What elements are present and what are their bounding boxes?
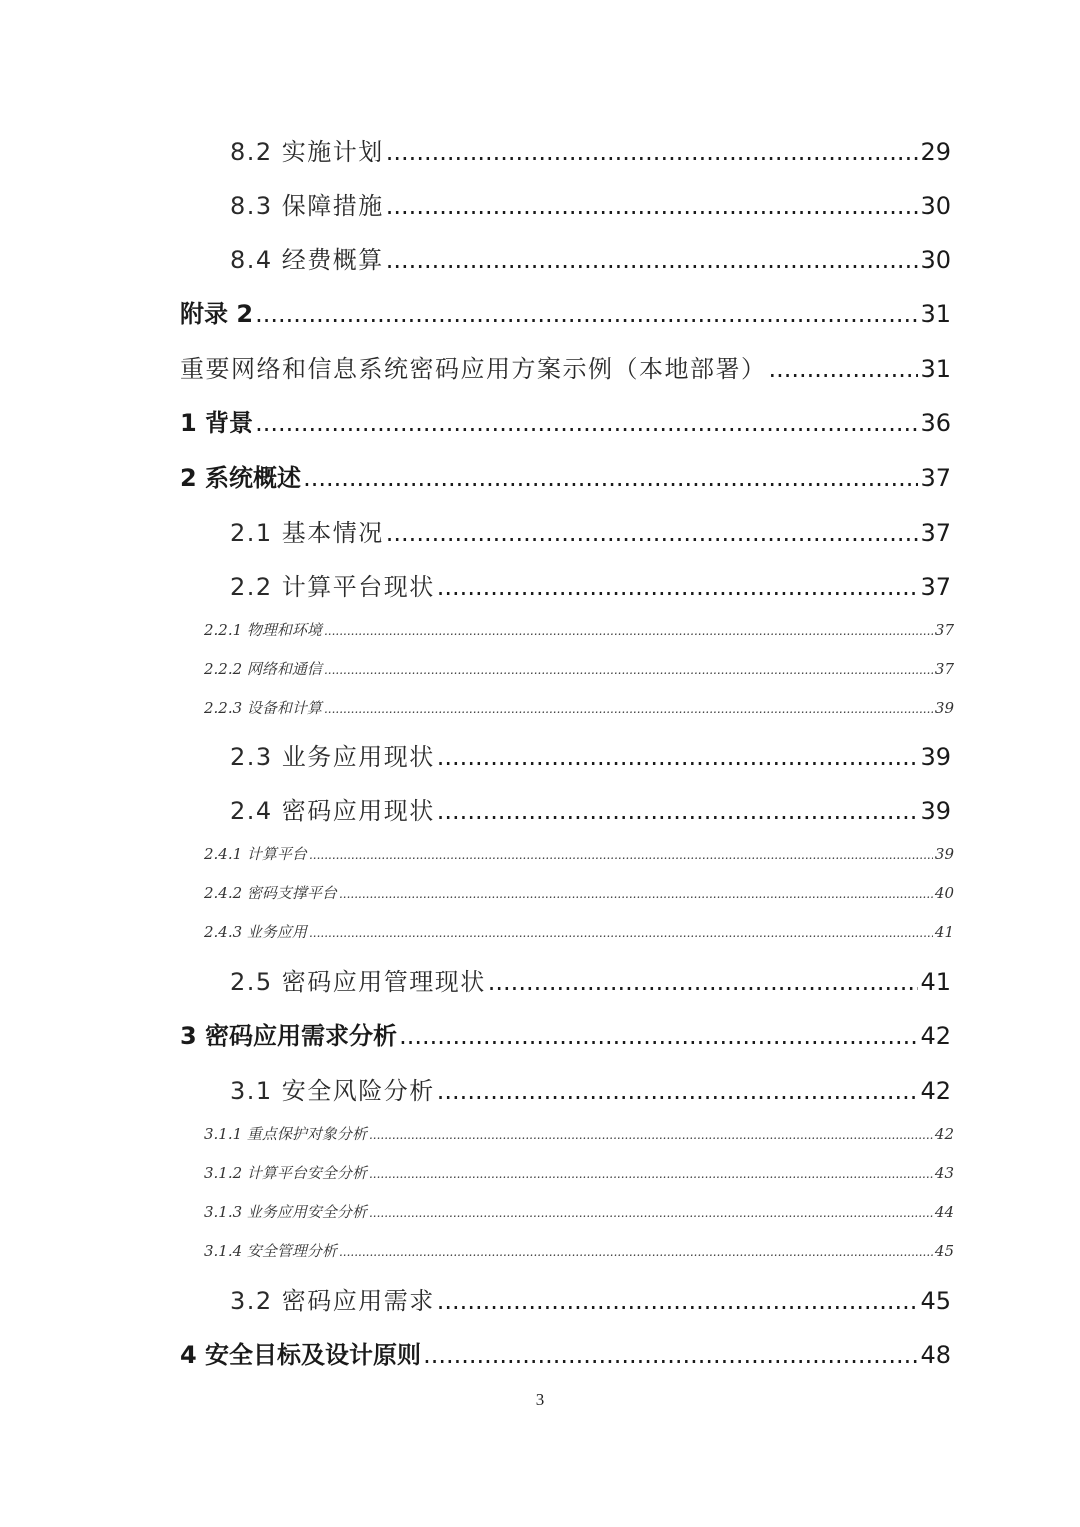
toc-entry-page-number: 42 — [920, 1077, 951, 1105]
dot-leader — [369, 1128, 933, 1142]
toc-entry-title: 3 密码应用需求分析 — [180, 1022, 398, 1050]
toc-entry-title: 8.3 保障措施 — [230, 192, 384, 220]
toc-entry-page-number: 44 — [934, 1203, 954, 1221]
toc-entry-title: 3.1.3 业务应用安全分析 — [204, 1203, 367, 1221]
toc-entry-page-number: 45 — [934, 1242, 954, 1260]
toc-entry-page-number: 39 — [920, 797, 951, 825]
dot-leader — [255, 409, 918, 437]
dot-leader — [437, 1287, 919, 1315]
toc-entry[interactable] — [204, 697, 954, 718]
toc-entry[interactable] — [180, 403, 951, 438]
dot-leader — [309, 848, 933, 862]
toc-entry[interactable] — [204, 843, 954, 864]
dot-leader — [437, 1077, 919, 1105]
dot-leader — [437, 573, 919, 601]
toc-entry[interactable] — [204, 619, 954, 640]
toc-entry-title: 2.2.1 物理和环境 — [204, 621, 322, 639]
toc-entry[interactable] — [204, 1240, 954, 1261]
toc-entry[interactable] — [230, 132, 951, 167]
dot-leader — [309, 926, 933, 940]
toc-entry-page-number: 30 — [920, 246, 951, 274]
dot-leader — [437, 743, 919, 771]
dot-leader — [369, 1167, 933, 1181]
toc-entry-title: 2.2.2 网络和通信 — [204, 660, 322, 678]
toc-entry[interactable] — [180, 458, 951, 493]
toc-entry-title: 3.1.1 重点保护对象分析 — [204, 1125, 367, 1143]
toc-entry-page-number: 37 — [934, 621, 954, 639]
toc-entry-title: 2.3 业务应用现状 — [230, 743, 435, 771]
toc-entry[interactable] — [204, 658, 954, 679]
dot-leader — [255, 300, 918, 328]
toc-entry[interactable] — [230, 186, 951, 221]
toc-entry[interactable] — [204, 882, 954, 903]
dot-leader — [303, 464, 918, 492]
page-number: 3 — [535, 1390, 545, 1409]
toc-entry-title: 1 背景 — [180, 409, 254, 437]
toc-entry-title: 2.4 密码应用现状 — [230, 797, 435, 825]
toc-entry-page-number: 39 — [934, 845, 954, 863]
dot-leader — [488, 968, 919, 996]
toc-entry[interactable] — [230, 1281, 951, 1316]
toc-entry-title: 附录 2 — [180, 300, 254, 328]
toc-entry[interactable] — [204, 1201, 954, 1222]
dot-leader — [386, 138, 919, 166]
toc-entry-page-number: 40 — [934, 884, 954, 902]
dot-leader — [423, 1341, 918, 1369]
toc-entry-page-number: 39 — [920, 743, 951, 771]
toc-entry-page-number: 43 — [934, 1164, 954, 1182]
toc-entry-page-number: 30 — [920, 192, 951, 220]
dot-leader — [769, 355, 919, 383]
dot-leader — [399, 1022, 918, 1050]
dot-leader — [369, 1206, 933, 1220]
toc-entry[interactable] — [204, 1123, 954, 1144]
toc-entry-page-number: 37 — [934, 660, 954, 678]
dot-leader — [339, 887, 933, 901]
toc-entry-page-number: 48 — [920, 1341, 951, 1369]
toc-entry-page-number: 37 — [920, 464, 951, 492]
toc-entry[interactable] — [204, 921, 954, 942]
toc-entry-title: 2.2 计算平台现状 — [230, 573, 435, 601]
dot-leader — [339, 1245, 933, 1259]
dot-leader — [386, 246, 919, 274]
dot-leader — [386, 192, 919, 220]
toc-entry-page-number: 37 — [920, 573, 951, 601]
toc-entry[interactable] — [230, 791, 951, 826]
toc-entry-title: 2.4.3 业务应用 — [204, 923, 307, 941]
toc-entry[interactable] — [230, 513, 951, 548]
dot-leader — [324, 624, 933, 638]
toc-entry-title: 2 系统概述 — [180, 464, 302, 492]
toc-entry[interactable] — [180, 349, 951, 384]
toc-entry-title: 2.4.2 密码支撑平台 — [204, 884, 337, 902]
toc-entry[interactable] — [180, 1016, 951, 1051]
toc-entry-page-number: 29 — [920, 138, 951, 166]
toc-entry-title: 8.4 经费概算 — [230, 246, 384, 274]
toc-entry[interactable] — [230, 240, 951, 275]
toc-entry-page-number: 37 — [920, 519, 951, 547]
toc-entry-page-number: 31 — [920, 355, 951, 383]
toc-entry[interactable] — [230, 737, 951, 772]
toc-entry-title: 8.2 实施计划 — [230, 138, 384, 166]
dot-leader — [386, 519, 919, 547]
toc-entry-title: 2.2.3 设备和计算 — [204, 699, 322, 717]
toc-entry-page-number: 42 — [934, 1125, 954, 1143]
toc-entry-page-number: 31 — [920, 300, 951, 328]
toc-entry-page-number: 42 — [920, 1022, 951, 1050]
toc-entry-page-number: 36 — [920, 409, 951, 437]
toc-entry-page-number: 39 — [934, 699, 954, 717]
toc-entry[interactable] — [230, 567, 951, 602]
dot-leader — [324, 663, 933, 677]
dot-leader — [437, 797, 919, 825]
toc-entry-title: 重要网络和信息系统密码应用方案示例（本地部署） — [180, 355, 767, 383]
dot-leader — [324, 702, 933, 716]
toc-entry-title: 2.4.1 计算平台 — [204, 845, 307, 863]
toc-entry-title: 3.1.2 计算平台安全分析 — [204, 1164, 367, 1182]
toc-entry-title: 3.1.4 安全管理分析 — [204, 1242, 337, 1260]
toc-entry-title: 2.1 基本情况 — [230, 519, 384, 547]
toc-entry-title: 2.5 密码应用管理现状 — [230, 968, 486, 996]
toc-entry-title: 3.2 密码应用需求 — [230, 1287, 435, 1315]
toc-entry[interactable] — [180, 1335, 951, 1370]
toc-entry[interactable] — [180, 294, 951, 329]
toc-entry-title: 4 安全目标及设计原则 — [180, 1341, 422, 1369]
toc-entry-page-number: 41 — [934, 923, 954, 941]
toc-entry-page-number: 45 — [920, 1287, 951, 1315]
toc-entry[interactable] — [230, 1071, 951, 1106]
toc-entry[interactable] — [230, 962, 951, 997]
toc-entry-page-number: 41 — [920, 968, 951, 996]
toc-entry[interactable] — [204, 1162, 954, 1183]
toc-entry-title: 3.1 安全风险分析 — [230, 1077, 435, 1105]
